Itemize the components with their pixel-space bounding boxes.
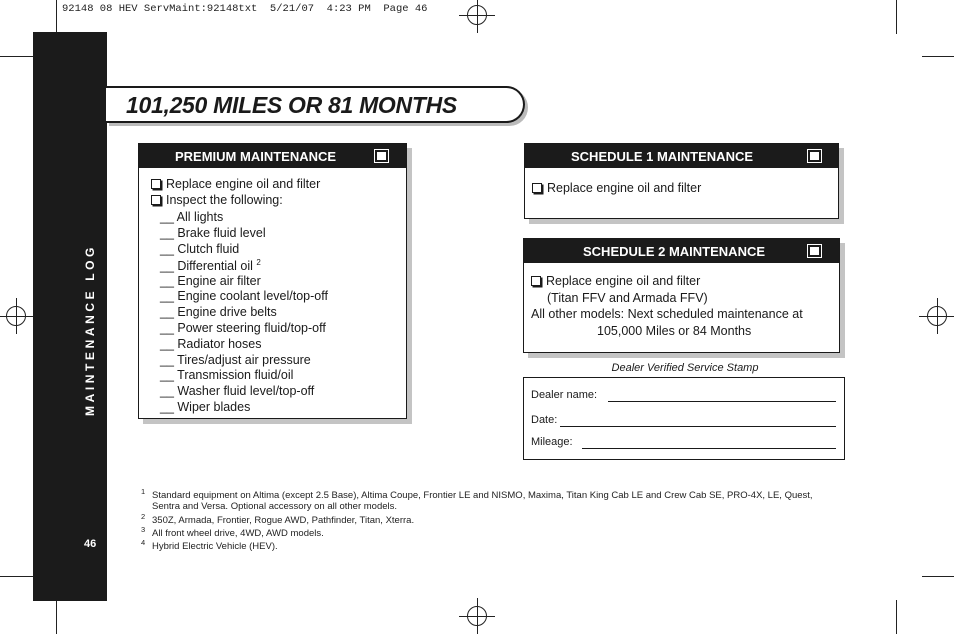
checkbox-icon	[532, 183, 542, 193]
box-header	[139, 144, 406, 168]
footnote-number: 3	[141, 525, 146, 534]
crop-mark	[56, 600, 57, 634]
sub-item: __ Washer fluid level/top-off	[160, 384, 315, 398]
premium-maintenance-box	[138, 143, 407, 419]
sub-item: __ Clutch fluid	[160, 242, 240, 256]
checkbox-icon	[807, 149, 822, 163]
footnote-text: 350Z, Armada, Frontier, Rogue AWD, Pathfinder, Titan, Xterra.	[152, 515, 415, 526]
sub-item: __ Engine coolant level/top-off	[160, 289, 328, 303]
box-header	[525, 144, 838, 168]
sub-item: __ Engine drive belts	[160, 305, 277, 319]
registration-mark-icon	[927, 306, 947, 326]
footnote-ref: 2	[256, 258, 261, 267]
dealer-stamp-box	[523, 377, 845, 460]
checkbox-icon	[151, 195, 161, 205]
box-header-title: SCHEDULE 1 MAINTENANCE	[571, 149, 754, 164]
sub-item: __ Engine air filter	[160, 274, 261, 288]
footnote-number: 2	[141, 512, 146, 521]
item-note: (Titan FFV and Armada FFV)	[547, 291, 708, 305]
page-number: 46	[84, 538, 97, 550]
sidebar-label: MAINTENANCE LOG	[83, 244, 97, 416]
date-label: Date:	[531, 414, 558, 426]
crop-mark	[896, 0, 897, 34]
sub-item: __ Transmission fluid/oil	[160, 368, 294, 382]
crop-mark	[922, 56, 954, 57]
dealer-name-field[interactable]	[608, 401, 836, 402]
stamp-caption: Dealer Verified Service Stamp	[611, 362, 759, 374]
checkbox-icon	[807, 244, 822, 258]
list-item: Replace engine oil and filter	[151, 177, 320, 191]
registration-mark-icon	[467, 606, 487, 626]
list-item: Replace engine oil and filter	[532, 181, 701, 195]
sub-item: __ Wiper blades	[160, 400, 251, 414]
checkbox-icon	[531, 276, 541, 286]
registration-mark-icon	[6, 306, 26, 326]
footnote-text: Standard equipment on Altima (except 2.5 Base), Altima Coupe, Frontier LE and NISMO, Maxima, Titan King Cab LE and Crew Cab SE, PRO-4X, LE, Quest, Sentra and Versa. Optional accessory on all other models.	[152, 490, 813, 512]
sub-item: __ Brake fluid level	[160, 226, 266, 240]
print-slug: 92148 08 HEV ServMaint:92148txt 5/21/07 4:23 PM Page 46	[62, 3, 428, 15]
sub-item: __ Radiator hoses	[160, 337, 262, 351]
sub-item: __ Differential oil $^2$	[160, 258, 261, 274]
page-title: 101,250 MILES OR 81 MONTHS	[126, 92, 457, 118]
registration-mark-icon	[467, 5, 487, 25]
crop-mark	[0, 576, 34, 577]
footnote-text: All front wheel drive, 4WD, AWD models.	[152, 528, 324, 539]
title-banner	[106, 86, 525, 123]
list-item: Inspect the following:	[151, 193, 283, 207]
checkbox-icon	[374, 149, 389, 163]
footnote-text: Hybrid Electric Vehicle (HEV).	[152, 541, 278, 552]
crop-mark	[56, 0, 57, 34]
footnote-number: 1	[141, 487, 146, 496]
other-models-note: 105,000 Miles or 84 Months	[597, 324, 752, 338]
box-header	[524, 239, 839, 263]
sub-item: __ All lights	[160, 210, 224, 224]
sub-item: __ Tires/adjust air pressure	[160, 353, 311, 367]
box-header-title: PREMIUM MAINTENANCE	[175, 149, 337, 164]
other-models-note: All other models: Next scheduled maintenance at	[531, 307, 803, 321]
sub-item: __ Power steering fluid/top-off	[160, 321, 326, 335]
date-field[interactable]	[560, 426, 836, 427]
crop-mark	[896, 600, 897, 634]
mileage-label: Mileage:	[531, 436, 573, 448]
crop-mark	[922, 576, 954, 577]
dealer-name-label: Dealer name:	[531, 389, 598, 401]
box-header-title: SCHEDULE 2 MAINTENANCE	[583, 244, 766, 259]
schedule-2-box	[523, 238, 840, 353]
footnote-number: 4	[141, 538, 146, 547]
list-item: Replace engine oil and filter	[531, 274, 700, 288]
schedule-1-box	[524, 143, 839, 219]
checkbox-icon	[151, 179, 161, 189]
crop-mark	[0, 56, 34, 57]
mileage-field[interactable]	[582, 448, 836, 449]
